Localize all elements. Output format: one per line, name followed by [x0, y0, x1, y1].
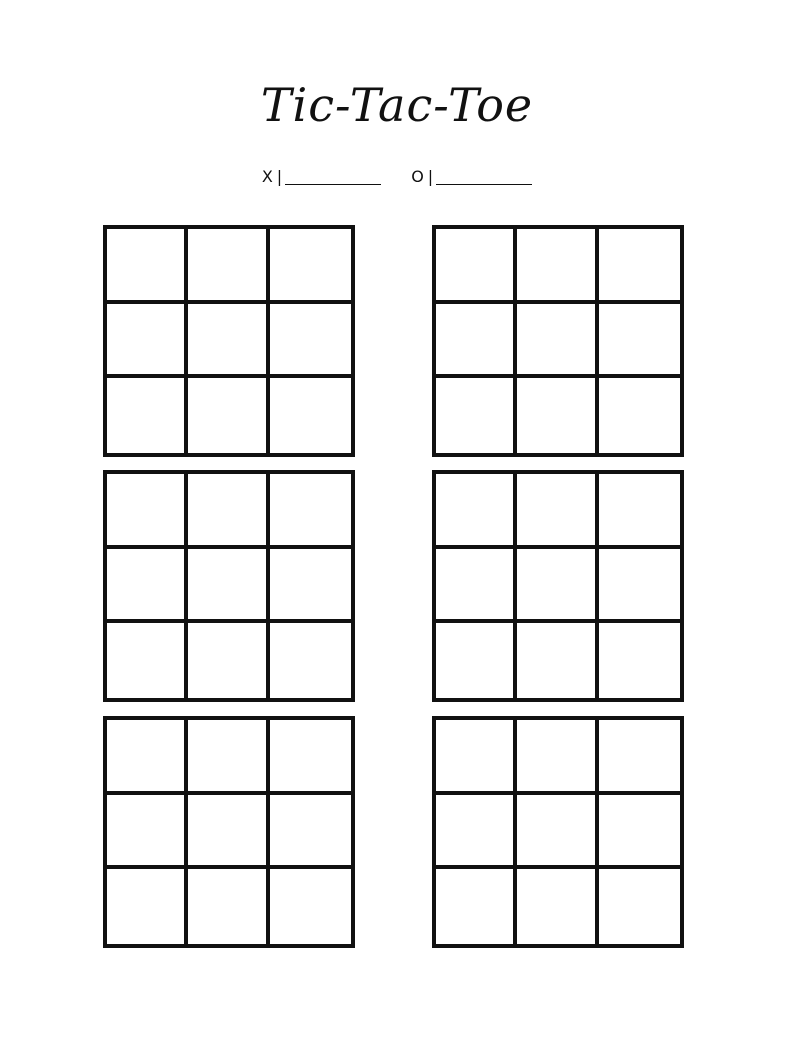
- cell-mark: [188, 549, 265, 620]
- board-cell[interactable]: [107, 549, 188, 624]
- cell-mark: [436, 869, 513, 944]
- board-cell[interactable]: [188, 474, 269, 549]
- board-cell[interactable]: [188, 229, 269, 304]
- player-o-name-line[interactable]: [436, 168, 532, 185]
- board-cell[interactable]: [436, 623, 517, 698]
- board-cell[interactable]: [107, 869, 188, 944]
- cell-mark: [107, 474, 184, 545]
- board-cell[interactable]: [436, 378, 517, 453]
- cell-mark: [517, 623, 594, 698]
- cell-mark: [436, 304, 513, 375]
- cell-mark: [107, 720, 184, 791]
- cell-mark: [270, 304, 351, 375]
- board-cell[interactable]: [599, 720, 680, 795]
- player-names: [0, 166, 794, 188]
- board-cell[interactable]: [599, 549, 680, 624]
- game-board-3: [103, 470, 355, 702]
- player-x: [262, 166, 381, 188]
- board-cell[interactable]: [517, 549, 598, 624]
- cell-mark: [270, 474, 351, 545]
- player-o-separator: |: [427, 167, 434, 186]
- board-cell[interactable]: [517, 623, 598, 698]
- cell-mark: [107, 623, 184, 698]
- board-cell[interactable]: [436, 720, 517, 795]
- cell-mark: [517, 229, 594, 300]
- board-cell[interactable]: [270, 304, 351, 379]
- board-cell[interactable]: [107, 378, 188, 453]
- cell-mark: [599, 549, 680, 620]
- board-cell[interactable]: [270, 474, 351, 549]
- board-cell[interactable]: [599, 229, 680, 304]
- board-cell[interactable]: [517, 795, 598, 870]
- board-cell[interactable]: [517, 869, 598, 944]
- board-cell[interactable]: [599, 378, 680, 453]
- cell-mark: [599, 623, 680, 698]
- board-cell[interactable]: [188, 795, 269, 870]
- board-cell[interactable]: [517, 474, 598, 549]
- board-cell[interactable]: [436, 795, 517, 870]
- cell-mark: [599, 474, 680, 545]
- board-cell[interactable]: [107, 720, 188, 795]
- board-cell[interactable]: [107, 474, 188, 549]
- board-cell[interactable]: [517, 304, 598, 379]
- page-title: Tic-Tac-Toe: [260, 78, 534, 132]
- board-cell[interactable]: [188, 304, 269, 379]
- player-x-separator: |: [276, 167, 283, 186]
- cell-mark: [599, 869, 680, 944]
- board-cell[interactable]: [517, 720, 598, 795]
- cell-mark: [107, 304, 184, 375]
- cell-mark: [436, 474, 513, 545]
- cell-mark: [188, 795, 265, 866]
- cell-mark: [188, 378, 265, 453]
- board-cell[interactable]: [436, 869, 517, 944]
- cell-mark: [436, 720, 513, 791]
- player-o-label: O: [411, 167, 425, 186]
- cell-mark: [188, 623, 265, 698]
- cell-mark: [517, 869, 594, 944]
- game-board-5: [103, 716, 355, 948]
- game-board-6: [432, 716, 684, 948]
- board-cell[interactable]: [107, 795, 188, 870]
- cell-mark: [517, 378, 594, 453]
- cell-mark: [517, 304, 594, 375]
- board-cell[interactable]: [270, 795, 351, 870]
- cell-mark: [436, 795, 513, 866]
- player-o: [411, 166, 532, 188]
- game-board-2: [432, 225, 684, 457]
- cell-mark: [436, 549, 513, 620]
- board-cell[interactable]: [188, 378, 269, 453]
- cell-mark: [188, 229, 265, 300]
- cell-mark: [107, 869, 184, 944]
- board-cell[interactable]: [599, 304, 680, 379]
- board-cell[interactable]: [436, 229, 517, 304]
- board-cell[interactable]: [599, 474, 680, 549]
- cell-mark: [188, 474, 265, 545]
- board-cell[interactable]: [188, 720, 269, 795]
- cell-mark: [188, 869, 265, 944]
- cell-mark: [436, 378, 513, 453]
- board-cell[interactable]: [270, 869, 351, 944]
- board-cell[interactable]: [270, 549, 351, 624]
- board-cell[interactable]: [436, 304, 517, 379]
- cell-mark: [270, 869, 351, 944]
- board-cell[interactable]: [107, 623, 188, 698]
- game-board-4: [432, 470, 684, 702]
- cell-mark: [436, 229, 513, 300]
- board-cell[interactable]: [599, 795, 680, 870]
- cell-mark: [517, 720, 594, 791]
- board-cell[interactable]: [270, 623, 351, 698]
- cell-mark: [107, 378, 184, 453]
- cell-mark: [270, 378, 351, 453]
- board-cell[interactable]: [270, 720, 351, 795]
- cell-mark: [599, 720, 680, 791]
- cell-mark: [107, 795, 184, 866]
- cell-mark: [270, 720, 351, 791]
- board-cell[interactable]: [188, 869, 269, 944]
- cell-mark: [270, 229, 351, 300]
- cell-mark: [599, 378, 680, 453]
- board-cell[interactable]: [270, 378, 351, 453]
- board-cell[interactable]: [517, 378, 598, 453]
- board-cell[interactable]: [188, 623, 269, 698]
- board-cell[interactable]: [599, 623, 680, 698]
- cell-mark: [188, 720, 265, 791]
- cell-mark: [107, 549, 184, 620]
- board-cell[interactable]: [270, 229, 351, 304]
- cell-mark: [599, 304, 680, 375]
- board-cell[interactable]: [517, 229, 598, 304]
- cell-mark: [517, 795, 594, 866]
- board-cell[interactable]: [436, 549, 517, 624]
- cell-mark: [517, 549, 594, 620]
- board-cell[interactable]: [436, 474, 517, 549]
- game-board-1: [103, 225, 355, 457]
- board-cell[interactable]: [188, 549, 269, 624]
- cell-mark: [436, 623, 513, 698]
- cell-mark: [599, 795, 680, 866]
- cell-mark: [517, 474, 594, 545]
- cell-mark: [107, 229, 184, 300]
- player-x-label: X: [261, 167, 274, 186]
- cell-mark: [188, 304, 265, 375]
- board-cell[interactable]: [599, 869, 680, 944]
- board-cell[interactable]: [107, 304, 188, 379]
- cell-mark: [270, 549, 351, 620]
- cell-mark: [599, 229, 680, 300]
- cell-mark: [270, 795, 351, 866]
- board-cell[interactable]: [107, 229, 188, 304]
- player-x-name-line[interactable]: [285, 168, 381, 185]
- cell-mark: [270, 623, 351, 698]
